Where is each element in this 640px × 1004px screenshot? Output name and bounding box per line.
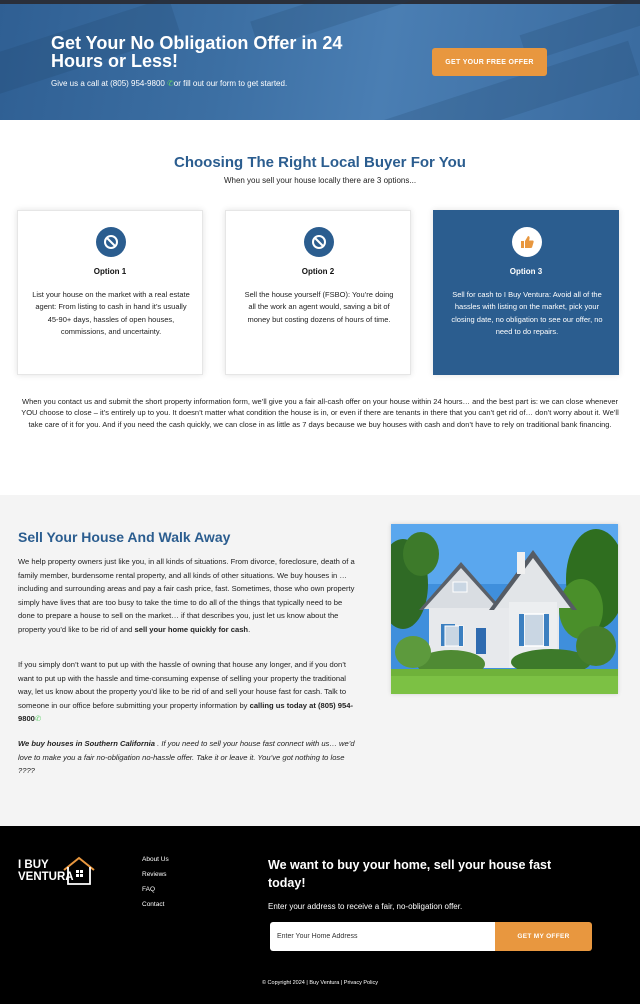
- sell-paragraph-2: [18, 658, 358, 726]
- option-text: Sell the house yourself (FSBO): You’re doing all the work an agent would, saving a bit of money but costing dozens of hours of time.: [244, 290, 394, 324]
- footer-link-about[interactable]: About Us: [142, 856, 169, 863]
- option-text: List your house on the market with a real estate agent: From listing to cash in hand it’s usually 45-90+ days, hassles of open houses, commissions, and uncertainty.: [32, 290, 190, 337]
- footer: [0, 826, 640, 1004]
- sell-paragraph-3: [18, 737, 358, 778]
- house-photo: [391, 524, 618, 694]
- sell-paragraph-3-bold: We buy houses in Southern California: [18, 739, 155, 748]
- choose-title: Choosing The Right Local Buyer For You: [174, 154, 466, 171]
- phone-icon: ✆: [34, 714, 42, 723]
- sell-paragraph-2-text: If you simply don’t want to put up with the hassle of owning that house any longer, and if you don’t want to put up with the hassle and time-consuming expense of selling your property the traditional way, let us know about the property you’d like to be rid of and sell your house fast for cash. Talk to someone in our office before submitting your property information by: [18, 660, 347, 710]
- sell-section: [0, 495, 640, 826]
- hero-banner: [0, 0, 640, 120]
- footer-link-faq[interactable]: FAQ: [142, 886, 156, 893]
- call-phone-link[interactable]: calling us today at (805) 954-9800: [18, 700, 354, 723]
- sell-paragraph-1-text: We help property owners just like you, in all kinds of situations. From divorce, foreclosure, death of a family member, burdensome rental property, and all kinds of other situations. We buy houses in … including and surrounding areas and pay a fair cash price, fast. Sometimes, those who own property simply have lives that are too busy to take the time to do all of the things that typically need to be done to prepare a house to sell on the market… if that describes you, just let us know about the property you’d like to be rid of and: [18, 557, 355, 634]
- get-free-offer-button[interactable]: GET YOUR FREE OFFER: [432, 48, 547, 76]
- footer-link-contact[interactable]: Contact: [142, 901, 165, 908]
- choose-subtitle: When you sell your house locally there are 3 options...: [223, 176, 417, 185]
- thumbs-up-icon: [512, 227, 542, 257]
- hero-subtitle-rest: or fill out our form to get started.: [173, 79, 288, 88]
- option-title: Option 1: [93, 267, 127, 276]
- option-title: Option 3: [509, 267, 543, 276]
- footer-links: [142, 856, 169, 916]
- sell-paragraph-3-text: . If you need to sell your house fast connect with us… we’d love to make you a fair no-obligation no-hassle offer. Take it or leave it. You’ve got nothing to lose ????: [18, 739, 355, 775]
- hero-subtitle-call[interactable]: Give us a call at (805) 954-9800: [51, 79, 165, 88]
- logo-line-1: I BUY: [18, 859, 49, 871]
- sell-paragraph-1: We help property owners just like you, in all kinds of situations. From divorce, foreclosure, death of a family member, burdensome rental property, and all kinds of other situations. We buy houses in … including and surrounding areas and pay a fair cash price, fast. Sometimes, those who own property simply have lives that are too busy to take the time to do all of the things that typically need to be done to prepare a house to sell on the market… if that describes you, just let us know about the property you’d like to be rid of and sell your home quickly for cash.: [18, 557, 355, 634]
- option-card-2: [225, 210, 411, 375]
- footer-link-reviews[interactable]: Reviews: [142, 871, 167, 878]
- footer-subheading: Enter your address to receive a fair, no-obligation offer.: [268, 902, 463, 911]
- logo-line-2: VENTURA: [18, 871, 74, 883]
- option-card-3: [433, 210, 619, 375]
- home-address-input[interactable]: [270, 922, 495, 951]
- get-my-offer-button[interactable]: GET MY OFFER: [495, 922, 592, 951]
- hero-subtitle: [51, 79, 287, 88]
- ban-icon: [304, 227, 334, 257]
- option-text: Sell for cash to I Buy Ventura: Avoid all of the hassles with listing on the market, pick your closing date, no obligation to see our offer, no need to do repairs.: [451, 290, 603, 337]
- footer-heading: We want to buy your home, sell your house fast today!: [268, 858, 552, 890]
- sell-paragraph-1-bold: sell your home quickly for cash: [134, 624, 249, 634]
- hero-title: Get Your No Obligation Offer in 24 Hours or Less!: [51, 33, 343, 71]
- option-card-1: [17, 210, 203, 375]
- ban-icon: [96, 227, 126, 257]
- sell-title: Sell Your House And Walk Away: [18, 529, 231, 545]
- option-title: Option 2: [301, 267, 335, 276]
- process-explanation: When you contact us and submit the short property information form, we’ll give you a fair all-cash offer on your house within 24 hours… and the best part is: we can close whenever YOU choose to close – it’s entirely up to you. It doesn’t matter what condition the house is in, or even if there are tenants in there that you can’t get rid of… don’t worry about it. We’ll take care of it for you. And if you need the cash quickly, we can close in as little as 7 days because we buy houses with cash and don’t have to rely on traditional bank financing.: [21, 397, 619, 429]
- phone-icon: ✆: [167, 79, 174, 88]
- house-logo-icon: [62, 856, 96, 886]
- i-buy-ventura-logo[interactable]: [18, 856, 98, 888]
- copyright: © Copyright 2024 | Buy Ventura | Privacy Policy: [261, 980, 379, 986]
